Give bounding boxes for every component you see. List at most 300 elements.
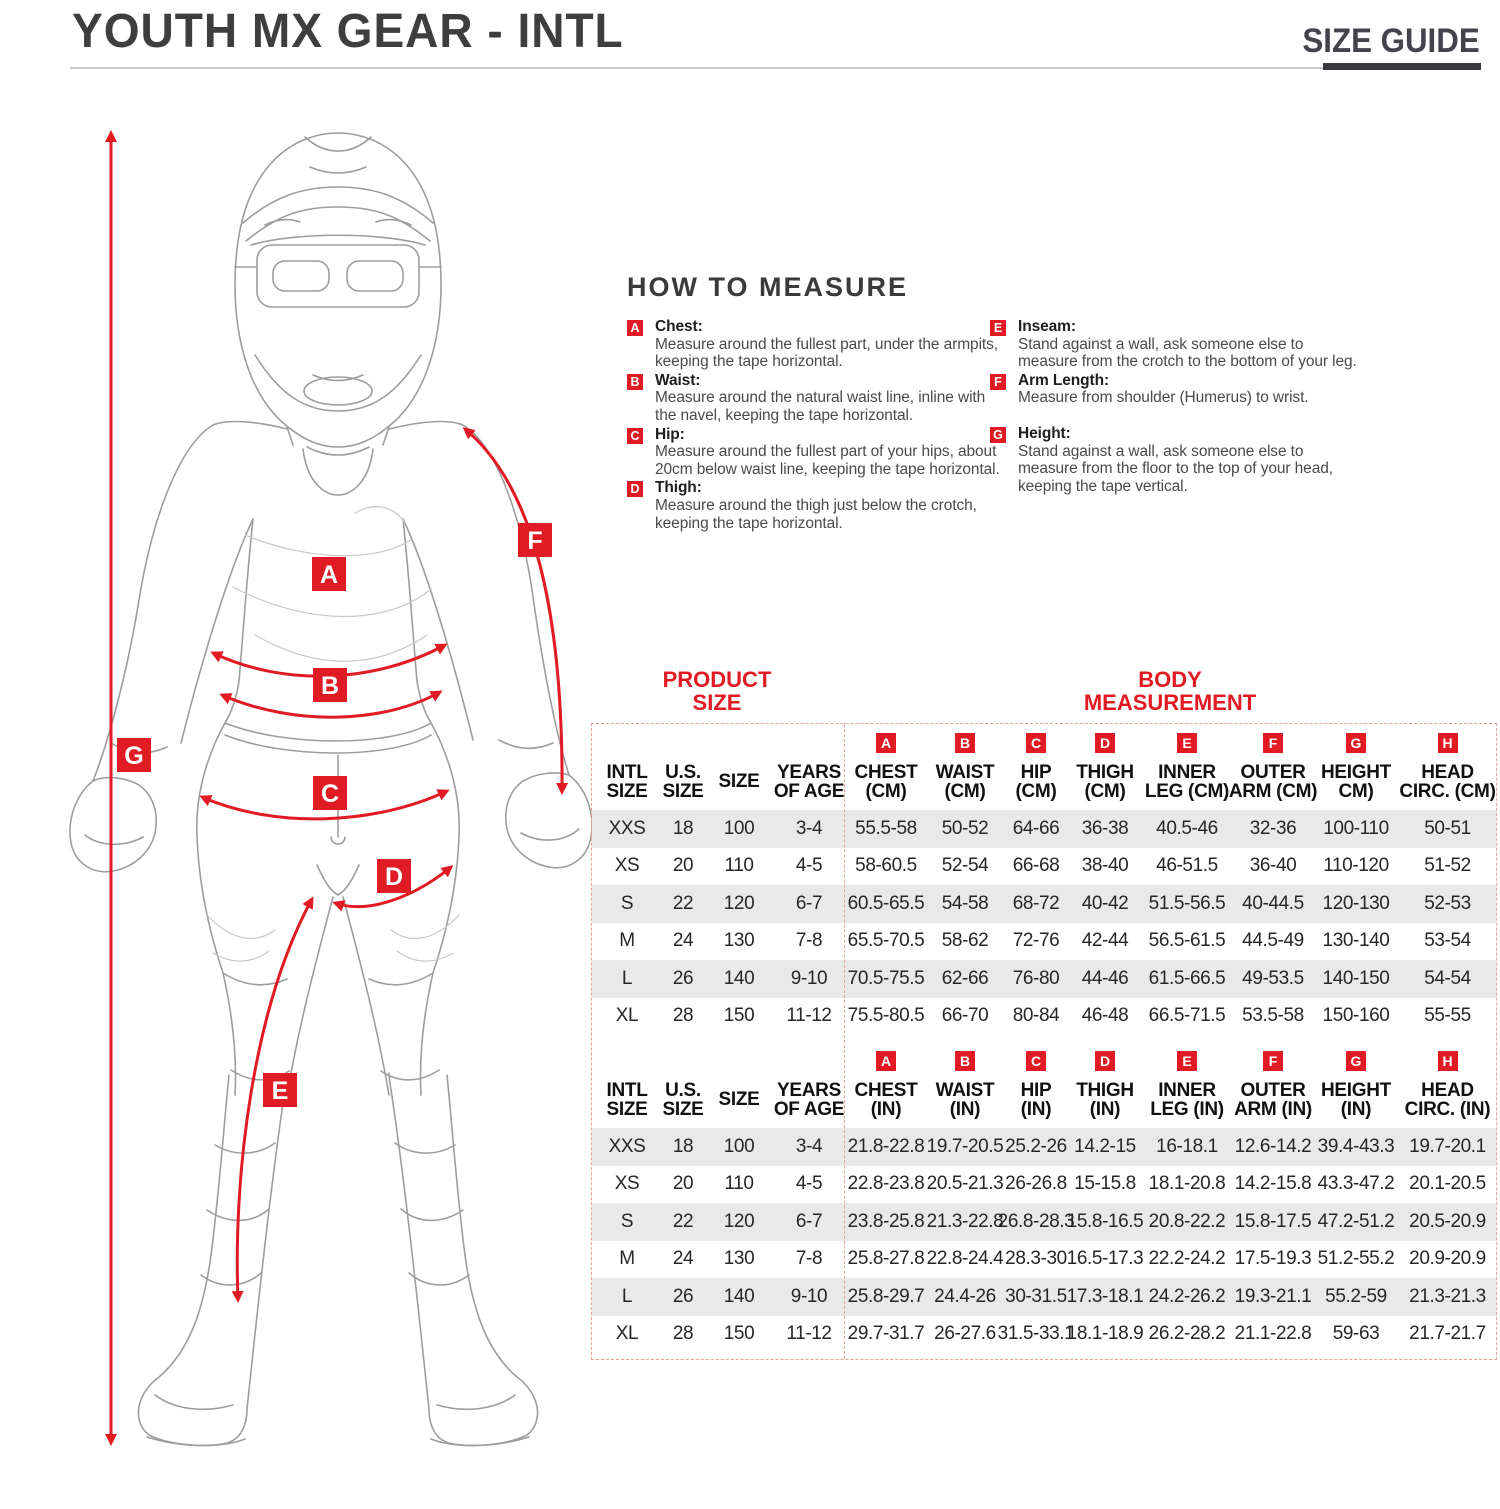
table-cell: XL	[615, 1005, 639, 1027]
column-header-line: HIP	[1020, 761, 1052, 783]
column-letter-badge: B	[955, 733, 975, 753]
column-header-text	[1321, 762, 1391, 802]
column-header-line: INTL	[606, 1079, 648, 1101]
table-cell: 7-8	[795, 1248, 823, 1270]
measure-desc: Measure around the fullest part of your hips, about 20cm below waist line, keeping the tape horizontal.	[655, 443, 1000, 478]
column-header-line: (IN)	[870, 1099, 902, 1120]
column-header-line: HEAD	[1421, 761, 1474, 783]
table-cell: 50-52	[941, 817, 989, 839]
table-cell: 20	[672, 1173, 694, 1195]
table-cell: 18	[672, 1135, 694, 1157]
table-cell: 21.1-22.8	[1234, 1323, 1312, 1345]
table-cell: 22.8-24.4	[926, 1248, 1004, 1270]
column-header	[1234, 1035, 1312, 1128]
table-cell: XXS	[608, 817, 646, 839]
table-section-divider	[844, 724, 845, 1359]
column-header	[1400, 1035, 1495, 1128]
column-header-text	[1145, 762, 1229, 802]
measure-label: Inseam:	[1018, 318, 1076, 335]
table-cell: M	[619, 1248, 635, 1270]
column-header-line: ARM (IN)	[1234, 1099, 1312, 1120]
table-cell: 52-54	[941, 855, 989, 877]
column-header-line: U.S.	[665, 1079, 701, 1101]
column-header-line: SIZE	[662, 1099, 704, 1120]
column-header	[774, 724, 844, 810]
table-cell: 19.7-20.1	[1409, 1135, 1486, 1157]
table-cell: 40.5-46	[1156, 817, 1218, 839]
measure-desc: Measure around the thigh just below the crotch, keeping the tape horizontal.	[655, 496, 977, 532]
column-letter-badge: E	[1177, 733, 1197, 753]
table-cell: 15.8-17.5	[1234, 1210, 1312, 1232]
table-cell: 26	[672, 1285, 694, 1307]
column-header-line: (CM)	[1084, 781, 1126, 802]
column-header-text	[1076, 762, 1134, 802]
table-cell: 120	[723, 892, 755, 914]
table-cell: 44-46	[1081, 967, 1129, 989]
svg-text:A: A	[319, 561, 339, 589]
table-cell: 24.4-26	[934, 1285, 996, 1307]
table-cell: 76-80	[1012, 967, 1060, 989]
measure-desc: Measure from shoulder (Humerus) to wrist.	[1018, 389, 1309, 407]
table-cell: 130-140	[1322, 930, 1390, 952]
table-cell: 54-54	[1424, 967, 1471, 989]
measure-desc: Stand against a wall, ask someone else to measure from the floor to the top of your head, keeping the tape vertical.	[1018, 442, 1333, 495]
letter-badge-d: D	[627, 481, 643, 497]
column-header	[1312, 1035, 1400, 1128]
table-cell: 66-70	[941, 1005, 989, 1027]
header-divider	[70, 67, 1481, 69]
column-header-line: LEG (CM)	[1144, 781, 1230, 802]
table-cell: 7-8	[795, 930, 823, 952]
column-header-line: OUTER	[1240, 1079, 1306, 1101]
column-header-text	[1229, 762, 1317, 802]
column-header	[704, 724, 774, 810]
table-cell: 62-66	[941, 967, 989, 989]
column-header-text	[1234, 1080, 1312, 1120]
measure-item-thigh	[627, 479, 1007, 532]
column-header-text	[855, 1080, 918, 1120]
table-cell: 70.5-75.5	[847, 967, 925, 989]
helmet-sketch	[235, 133, 441, 447]
table-cell: 6-7	[795, 1210, 823, 1232]
table-cell: 17.3-18.1	[1066, 1285, 1144, 1307]
table-cell: 23.8-25.8	[847, 1210, 925, 1232]
table-cell: 51.5-56.5	[1148, 892, 1226, 914]
table-cell: 140-150	[1322, 967, 1390, 989]
column-header-text	[855, 762, 918, 802]
table-cell: 24	[672, 930, 694, 952]
table-cell: 140	[723, 967, 755, 989]
column-header-line: HEIGHT	[1321, 761, 1391, 783]
table-cell: 40-44.5	[1242, 892, 1304, 914]
table-cell: 3-4	[795, 817, 823, 839]
table-cell: 22	[672, 892, 694, 914]
table-cell: 150-160	[1322, 1005, 1390, 1027]
table-cell: 16-18.1	[1156, 1135, 1218, 1157]
table-cell: 16.5-17.3	[1066, 1248, 1144, 1270]
table-row	[592, 1203, 1496, 1241]
table-cell: 26-27.6	[934, 1323, 996, 1345]
table-cell: 66-68	[1012, 855, 1060, 877]
column-header-line: WAIST	[935, 1079, 995, 1101]
table-cell: 55.2-59	[1325, 1285, 1387, 1307]
table-cell: 18	[672, 817, 694, 839]
table-row	[592, 1316, 1496, 1354]
letter-badge-b: B	[627, 374, 643, 390]
size-guide-label: SIZE GUIDE	[1302, 22, 1480, 60]
marker-label-d	[377, 859, 411, 893]
column-header-text	[1021, 1080, 1052, 1120]
how-to-measure-title: HOW TO MEASURE	[627, 272, 909, 302]
measure-desc: Measure around the natural waist line, inline with the navel, keeping the tape horizontal.	[655, 389, 986, 424]
table-cell: 49-53.5	[1242, 967, 1304, 989]
table-cell: 18.1-18.9	[1066, 1323, 1144, 1345]
column-header-text	[718, 1080, 759, 1120]
table-cell: 47.2-51.2	[1317, 1210, 1395, 1232]
table-cell: 20.5-21.3	[926, 1173, 1004, 1195]
marker-label-c	[313, 776, 347, 810]
column-header-line: HEAD	[1421, 1079, 1474, 1101]
letter-badge-g: G	[990, 427, 1006, 443]
column-header	[1140, 724, 1234, 810]
table-cell: 60.5-65.5	[847, 892, 925, 914]
column-header-text	[936, 762, 995, 802]
table-cell: 12.6-14.2	[1234, 1135, 1312, 1157]
table-cell: 52-53	[1424, 892, 1471, 914]
body-measurement-group-label	[843, 668, 1497, 714]
column-header-line: LEG (IN)	[1150, 1099, 1224, 1120]
table-cell: 6-7	[795, 892, 823, 914]
table-row	[592, 1166, 1496, 1204]
table-cell: 36-40	[1249, 855, 1297, 877]
column-letter-badge: H	[1438, 733, 1458, 753]
table-cell: 26-26.8	[1005, 1173, 1067, 1195]
table-cell: 26.8-28.3	[997, 1210, 1075, 1232]
table-cell: 100-110	[1323, 817, 1389, 839]
table-cell: 65.5-70.5	[847, 930, 925, 952]
letter-badge-e: E	[990, 320, 1006, 336]
table-cell: M	[619, 930, 635, 952]
letter-badge-f: F	[990, 374, 1006, 390]
measure-label: Thigh:	[655, 479, 702, 497]
table-cell: 19.7-20.5	[926, 1135, 1004, 1157]
product-size-group-label	[591, 668, 843, 714]
column-header	[662, 724, 704, 810]
table-cell: 130	[723, 930, 755, 952]
table-cell: 22.8-23.8	[847, 1173, 925, 1195]
column-letter-badge: C	[1026, 733, 1046, 753]
column-letter-badge: D	[1095, 1051, 1115, 1071]
table-cell: 100	[723, 817, 755, 839]
table-row	[592, 923, 1496, 961]
table-cell: 20.9-20.9	[1409, 1248, 1486, 1270]
size-table-cm	[592, 724, 1496, 1035]
column-header	[704, 1035, 774, 1128]
column-header-line: (IN)	[1020, 1099, 1052, 1120]
column-header-line: THIGH	[1076, 761, 1134, 783]
column-header	[1140, 1035, 1234, 1128]
table-row	[592, 1241, 1496, 1279]
column-header-line: HIP	[1020, 1079, 1052, 1101]
column-letter-badge: G	[1346, 733, 1366, 753]
marker-label-g	[117, 738, 151, 772]
page-title: YOUTH MX GEAR - INTL	[72, 5, 624, 58]
column-header	[774, 1035, 844, 1128]
measure-item-arm-length	[990, 372, 1362, 407]
table-cell: S	[620, 1210, 634, 1232]
table-header-row	[592, 724, 1496, 810]
column-header	[928, 1035, 1002, 1128]
table-cell: 20	[672, 855, 694, 877]
svg-text:F: F	[527, 527, 543, 555]
table-cell: 20.1-20.5	[1409, 1173, 1486, 1195]
group-label-line: SIZE	[692, 690, 742, 715]
column-header-line: (CM)	[865, 781, 907, 802]
table-cell: 18.1-20.8	[1148, 1173, 1226, 1195]
letter-badge-c: C	[627, 428, 643, 444]
column-header	[1002, 1035, 1070, 1128]
column-header-line: YEARS	[777, 1079, 841, 1101]
column-header-line: CIRC. (CM)	[1399, 781, 1496, 802]
column-letter-badge: D	[1095, 733, 1115, 753]
measure-label: Chest:	[655, 318, 703, 335]
table-cell: XS	[614, 1173, 640, 1195]
measure-item-waist	[627, 372, 1007, 425]
table-cell: 55.5-58	[855, 817, 917, 839]
table-cell: 120-130	[1322, 892, 1390, 914]
column-header-line: CM)	[1338, 781, 1374, 802]
table-cell: 44.5-49	[1242, 930, 1304, 952]
table-cell: 39.4-43.3	[1317, 1135, 1395, 1157]
table-cell: 150	[723, 1323, 755, 1345]
column-header-text	[606, 762, 647, 802]
column-letter-badge: H	[1438, 1051, 1458, 1071]
table-header-row	[592, 1035, 1496, 1128]
column-header-text	[662, 762, 703, 802]
table-cell: 9-10	[790, 967, 828, 989]
table-row	[592, 1128, 1496, 1166]
table-cell: XL	[615, 1323, 639, 1345]
column-header-text	[1321, 1080, 1391, 1120]
column-header-line: INNER	[1158, 1079, 1216, 1101]
table-cell: 38-40	[1081, 855, 1129, 877]
table-cell: 21.7-21.7	[1409, 1323, 1486, 1345]
svg-text:D: D	[384, 863, 404, 891]
table-cell: 36-38	[1081, 817, 1129, 839]
table-cell: 64-66	[1012, 817, 1060, 839]
table-cell: 14.2-15	[1074, 1135, 1136, 1157]
table-cell: 110-120	[1323, 855, 1389, 877]
measure-item-chest	[627, 318, 1007, 371]
size-tables-container	[591, 723, 1497, 1360]
table-row	[592, 960, 1496, 998]
table-cell: 51-52	[1424, 855, 1471, 877]
column-header	[1070, 1035, 1140, 1128]
table-cell: 42-44	[1081, 930, 1129, 952]
column-header-line: OF AGE	[773, 1099, 845, 1120]
marker-label-b	[313, 668, 347, 702]
arm-length-arrow	[465, 429, 562, 792]
table-cell: 140	[723, 1285, 755, 1307]
measure-item-inseam	[990, 318, 1362, 371]
column-header-line: CHEST	[854, 1079, 918, 1101]
svg-text:B: B	[320, 672, 340, 700]
table-row	[592, 810, 1496, 848]
table-cell: 4-5	[795, 1173, 823, 1195]
table-cell: L	[621, 967, 633, 989]
table-cell: XXS	[608, 1135, 646, 1157]
measure-item-height	[990, 425, 1362, 495]
table-cell: 55-55	[1424, 1005, 1471, 1027]
column-header-text	[774, 1080, 844, 1120]
column-header-text	[774, 762, 844, 802]
column-header-text	[1399, 762, 1495, 802]
column-header-text	[1150, 1080, 1224, 1120]
table-row	[592, 885, 1496, 923]
column-header-line: CHEST	[854, 761, 918, 783]
header-divider-accent	[1323, 63, 1481, 70]
table-cell: 30-31.5	[1005, 1285, 1067, 1307]
letter-badge-a: A	[627, 320, 643, 336]
column-header-text	[1405, 1080, 1491, 1120]
column-header	[592, 1035, 662, 1128]
column-header	[1070, 724, 1140, 810]
table-cell: 54-58	[941, 892, 989, 914]
column-header-line: (IN)	[1089, 1099, 1121, 1120]
column-header	[592, 724, 662, 810]
column-header-text	[606, 1080, 647, 1120]
column-header-line: SIZE	[718, 771, 760, 793]
table-cell: 56.5-61.5	[1148, 930, 1226, 952]
table-cell: 22	[672, 1210, 694, 1232]
column-header	[1312, 724, 1400, 810]
column-header	[844, 724, 928, 810]
how-to-measure-right-column	[990, 318, 1362, 496]
column-header	[844, 1035, 928, 1128]
table-cell: 80-84	[1012, 1005, 1060, 1027]
column-header	[1002, 724, 1070, 810]
table-cell: 20.5-20.9	[1409, 1210, 1486, 1232]
table-cell: 120	[723, 1210, 755, 1232]
table-cell: 25.2-26	[1005, 1135, 1067, 1157]
table-cell: 24	[672, 1248, 694, 1270]
column-header-line: OF AGE	[773, 781, 845, 802]
table-cell: 51.2-55.2	[1317, 1248, 1395, 1270]
table-cell: 15.8-16.5	[1066, 1210, 1144, 1232]
table-cell: 19.3-21.1	[1234, 1285, 1312, 1307]
column-letter-badge: E	[1177, 1051, 1197, 1071]
column-header-line: INNER	[1158, 761, 1216, 783]
table-cell: 75.5-80.5	[847, 1005, 925, 1027]
column-letter-badge: A	[876, 733, 896, 753]
column-header-line: CIRC. (IN)	[1404, 1099, 1491, 1120]
measure-desc: Stand against a wall, ask someone else to measure from the crotch to the bottom of your leg.	[1018, 335, 1357, 371]
table-cell: 28.3-30	[1005, 1248, 1067, 1270]
column-header-line: WAIST	[935, 761, 995, 783]
column-header-line: ARM (CM)	[1228, 781, 1318, 802]
table-cell: 59-63	[1332, 1323, 1380, 1345]
table-cell: 21.3-22.8	[926, 1210, 1004, 1232]
group-label-line: MEASUREMENT	[1083, 690, 1257, 715]
table-cell: 3-4	[795, 1135, 823, 1157]
table-cell: 61.5-66.5	[1148, 967, 1226, 989]
table-cell: 40-42	[1081, 892, 1129, 914]
table-cell: 31.5-33.1	[997, 1323, 1075, 1345]
column-header-line: HEIGHT	[1321, 1079, 1391, 1101]
table-cell: 46-51.5	[1156, 855, 1218, 877]
table-cell: 29.7-31.7	[847, 1323, 925, 1345]
measure-label: Hip:	[655, 425, 685, 443]
table-cell: 11-12	[786, 1323, 832, 1345]
rider-measurement-diagram	[55, 95, 615, 1475]
table-cell: L	[621, 1285, 633, 1307]
table-cell: 150	[723, 1005, 755, 1027]
table-cell: 11-12	[786, 1005, 832, 1027]
table-cell: 43.3-47.2	[1317, 1173, 1395, 1195]
table-cell: 58-60.5	[855, 855, 917, 877]
table-cell: 100	[723, 1135, 755, 1157]
column-header-text	[662, 1080, 703, 1120]
svg-text:E: E	[271, 1077, 289, 1105]
measure-label: Height:	[1018, 424, 1071, 442]
table-cell: 25.8-27.8	[847, 1248, 925, 1270]
column-header-line: (IN)	[949, 1099, 981, 1120]
table-cell: 25.8-29.7	[847, 1285, 925, 1307]
table-cell: 46-48	[1081, 1005, 1129, 1027]
table-cell: 72-76	[1012, 930, 1060, 952]
column-header-line: U.S.	[665, 761, 701, 783]
table-cell: 110	[724, 855, 754, 877]
group-label-line: BODY	[1138, 667, 1202, 692]
column-header-line: THIGH	[1076, 1079, 1134, 1101]
table-row	[592, 1278, 1496, 1316]
table-cell: 53.5-58	[1242, 1005, 1304, 1027]
column-header-line: (CM)	[1015, 781, 1057, 802]
measure-item-hip	[627, 426, 1007, 479]
marker-label-f	[518, 523, 552, 557]
column-header-line: YEARS	[777, 761, 841, 783]
table-cell: 20.8-22.2	[1148, 1210, 1226, 1232]
table-cell: 4-5	[795, 855, 823, 877]
column-header	[662, 1035, 704, 1128]
table-row	[592, 848, 1496, 886]
table-cell: S	[620, 892, 634, 914]
column-header-text	[1015, 762, 1056, 802]
marker-label-e	[263, 1073, 297, 1107]
column-letter-badge: C	[1026, 1051, 1046, 1071]
table-cell: 28	[672, 1323, 694, 1345]
table-cell: 22.2-24.2	[1148, 1248, 1226, 1270]
size-table-in	[592, 1035, 1496, 1353]
table-cell: 58-62	[941, 930, 989, 952]
column-header-line: (IN)	[1340, 1099, 1372, 1120]
column-letter-badge: B	[955, 1051, 975, 1071]
column-header-line: SIZE	[606, 1099, 648, 1120]
column-header-line: SIZE	[606, 781, 648, 802]
column-header-text	[718, 762, 759, 802]
column-letter-badge: F	[1263, 1051, 1283, 1071]
table-cell: 14.2-15.8	[1234, 1173, 1312, 1195]
table-cell: 66.5-71.5	[1148, 1005, 1226, 1027]
table-cell: XS	[614, 855, 640, 877]
table-cell: 26.2-28.2	[1148, 1323, 1226, 1345]
table-cell: 9-10	[790, 1285, 828, 1307]
table-row	[592, 998, 1496, 1036]
how-to-measure-left-column	[627, 318, 1007, 533]
svg-text:G: G	[124, 742, 144, 770]
table-cell: 21.3-21.3	[1409, 1285, 1486, 1307]
table-cell: 17.5-19.3	[1234, 1248, 1312, 1270]
